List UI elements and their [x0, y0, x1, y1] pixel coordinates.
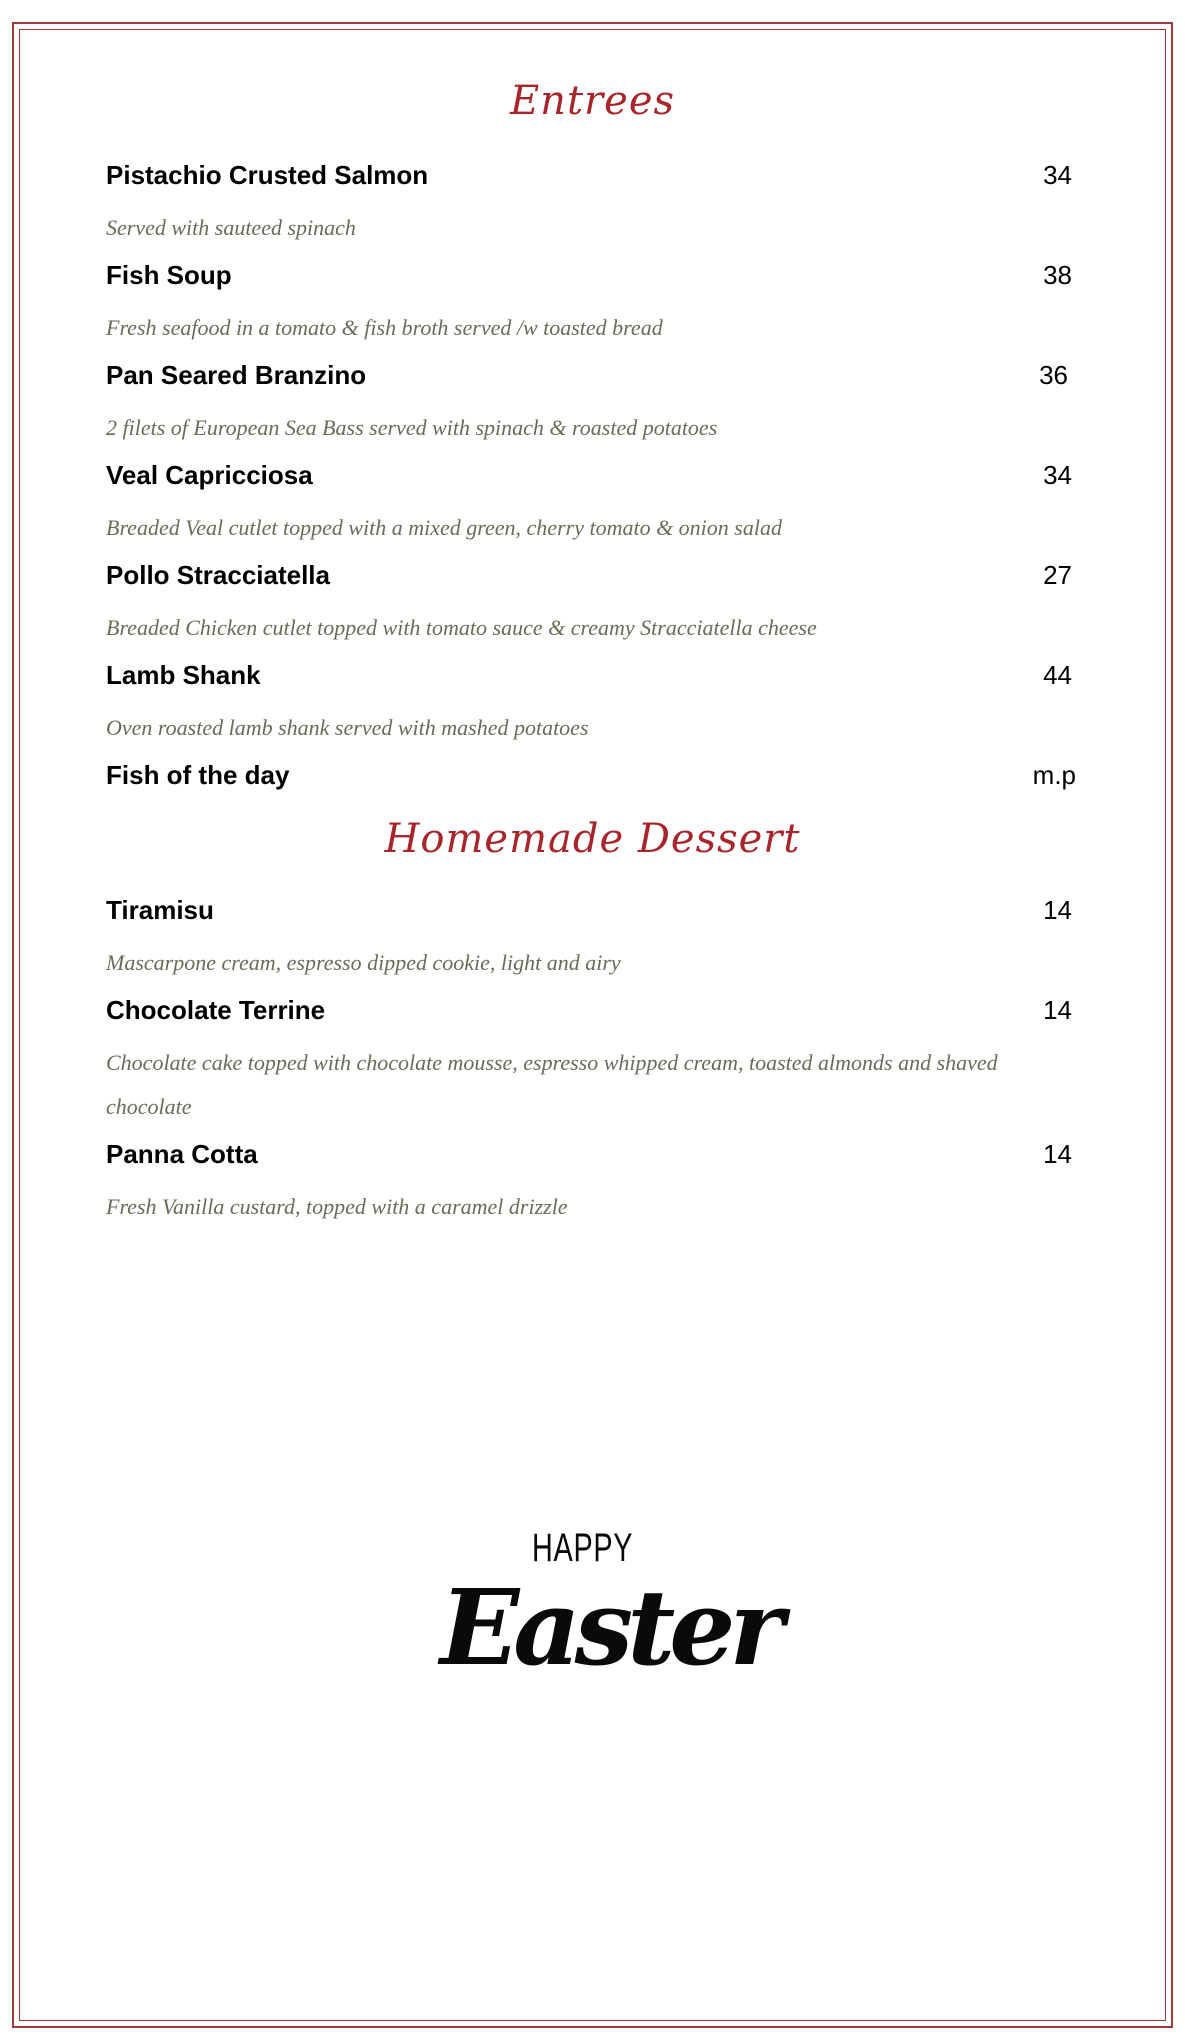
- item-name: Pistachio Crusted Salmon: [106, 160, 429, 190]
- item-description: Breaded Veal cutlet topped with a mixed green, cherry tomato & onion salad: [106, 515, 782, 540]
- logo-happy-text: HAPPY: [532, 1526, 634, 1570]
- item-description: Mascarpone cream, espresso dipped cookie, light and airy: [106, 950, 621, 975]
- item-price: m.p: [1032, 760, 1076, 790]
- item-description: 2 filets of European Sea Bass served with spinach & roasted potatoes: [106, 415, 718, 440]
- item-name: Fish of the day: [106, 760, 290, 790]
- item-description: Oven roasted lamb shank served with mashed potatoes: [106, 715, 589, 740]
- item-name: Pollo Stracciatella: [106, 560, 330, 590]
- item-name: Veal Capricciosa: [106, 460, 313, 490]
- entrees-heading: Entrees: [509, 78, 676, 124]
- item-price: 34: [1043, 460, 1072, 490]
- item-price: 14: [1043, 895, 1072, 925]
- happy-easter-logo: [440, 1516, 779, 1716]
- item-description: Fresh seafood in a tomato & fish broth served /w toasted bread: [106, 315, 663, 340]
- item-price: 36: [1039, 360, 1068, 390]
- desserts-heading: Homemade Dessert: [384, 816, 801, 862]
- item-description: Fresh Vanilla custard, topped with a caramel drizzle: [106, 1194, 568, 1219]
- item-price: 27: [1043, 560, 1072, 590]
- item-name: Fish Soup: [106, 260, 232, 290]
- item-price: 14: [1043, 1139, 1072, 1169]
- item-description: Breaded Chicken cutlet topped with tomato sauce & creamy Stracciatella cheese: [106, 615, 817, 640]
- item-description: Chocolate cake topped with chocolate mousse, espresso whipped cream, toasted almonds and shaved chocolate: [106, 1050, 998, 1119]
- item-name: Panna Cotta: [106, 1139, 258, 1169]
- item-price: 44: [1043, 660, 1072, 690]
- item-name: Chocolate Terrine: [106, 995, 326, 1025]
- item-price: 34: [1043, 160, 1072, 190]
- item-name: Pan Seared Branzino: [106, 360, 367, 390]
- logo-easter-text: Easter: [440, 1566, 779, 1689]
- item-name: Lamb Shank: [106, 660, 261, 690]
- item-description: Served with sauteed spinach: [106, 215, 356, 240]
- item-price: 38: [1043, 260, 1072, 290]
- item-name: Tiramisu: [106, 895, 214, 925]
- item-price: 14: [1043, 995, 1072, 1025]
